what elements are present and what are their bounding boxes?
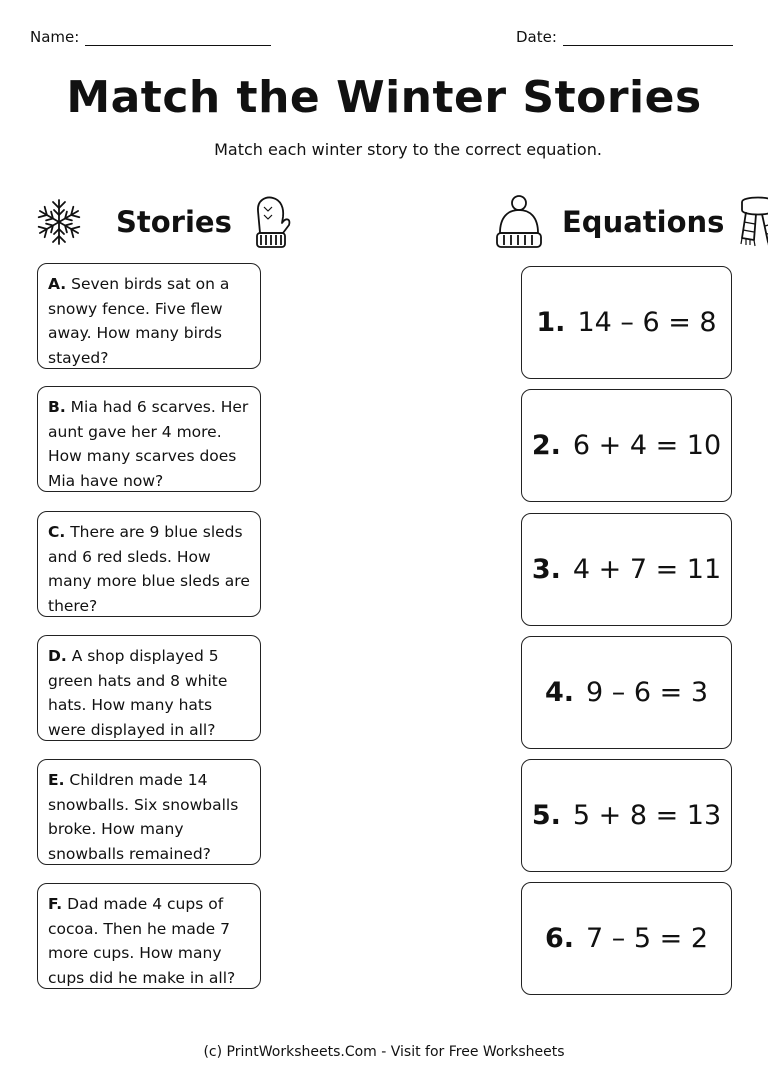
date-field (516, 28, 733, 46)
equation-number: 1. (536, 307, 566, 338)
equation-card-3[interactable] (521, 513, 732, 626)
story-letter: B. (48, 398, 66, 416)
stories-heading (36, 192, 294, 252)
story-card-a[interactable] (37, 263, 261, 369)
equation-card-2[interactable] (521, 389, 732, 502)
stories-label: Stories (116, 205, 232, 239)
equation-card-4[interactable] (521, 636, 732, 749)
story-letter: D. (48, 647, 67, 665)
story-card-d[interactable] (37, 635, 261, 741)
equation-card-1[interactable] (521, 266, 732, 379)
story-letter: C. (48, 523, 66, 541)
equation-expression: 5 + 8 = 13 (572, 800, 722, 831)
equation-number: 4. (544, 677, 575, 708)
story-text: Children made 14 snowballs. Six snowballs broke. How many snowballs remained? (48, 771, 239, 863)
story-card-f[interactable] (37, 883, 261, 989)
name-line (85, 31, 271, 46)
scarf-icon (734, 192, 768, 252)
story-letter: A. (48, 275, 67, 293)
equation-card-5[interactable] (521, 759, 732, 872)
page-title: Match the Winter Stories (66, 72, 702, 123)
winter-hat-icon (492, 193, 546, 251)
story-text: Seven birds sat on a snowy fence. Five flew away. How many birds stayed? (48, 275, 230, 367)
name-field (30, 28, 271, 46)
story-letter: F. (48, 895, 63, 913)
story-text: Dad made 4 cups of cocoa. Then he made 7 more cups. How many cups did he make in all? (48, 895, 236, 987)
equation-expression: 4 + 7 = 11 (572, 554, 722, 585)
story-card-e[interactable] (37, 759, 261, 865)
mitten-icon (246, 193, 294, 251)
story-text: Mia had 6 scarves. Her aunt gave her 4 more. How many scarves does Mia have now? (48, 398, 249, 490)
equation-expression: 6 + 4 = 10 (572, 430, 722, 461)
story-text: There are 9 blue sleds and 6 red sleds. How many more blue sleds are there? (48, 523, 250, 615)
equation-expression: 9 – 6 = 3 (586, 677, 709, 708)
date-line (563, 31, 733, 46)
snowflake-icon (36, 196, 82, 248)
equation-expression: 7 – 5 = 2 (586, 923, 709, 954)
footer-credit: (c) PrintWorksheets.Com - Visit for Free Worksheets (203, 1044, 565, 1060)
equation-number: 6. (544, 923, 575, 954)
story-card-c[interactable] (37, 511, 261, 617)
equation-number: 2. (531, 430, 561, 461)
story-letter: E. (48, 771, 65, 789)
equation-number: 3. (531, 554, 561, 585)
equations-heading (492, 192, 768, 252)
page-subtitle: Match each winter story to the correct equation. (214, 140, 602, 159)
equation-card-6[interactable] (521, 882, 732, 995)
equation-number: 5. (531, 800, 561, 831)
story-text: A shop displayed 5 green hats and 8 white hats. How many hats were displayed in all? (48, 647, 228, 739)
equation-expression: 14 – 6 = 8 (577, 307, 717, 338)
story-card-b[interactable] (37, 386, 261, 492)
name-label: Name: (30, 28, 80, 46)
equations-label: Equations (562, 205, 725, 239)
date-label: Date: (516, 28, 557, 46)
